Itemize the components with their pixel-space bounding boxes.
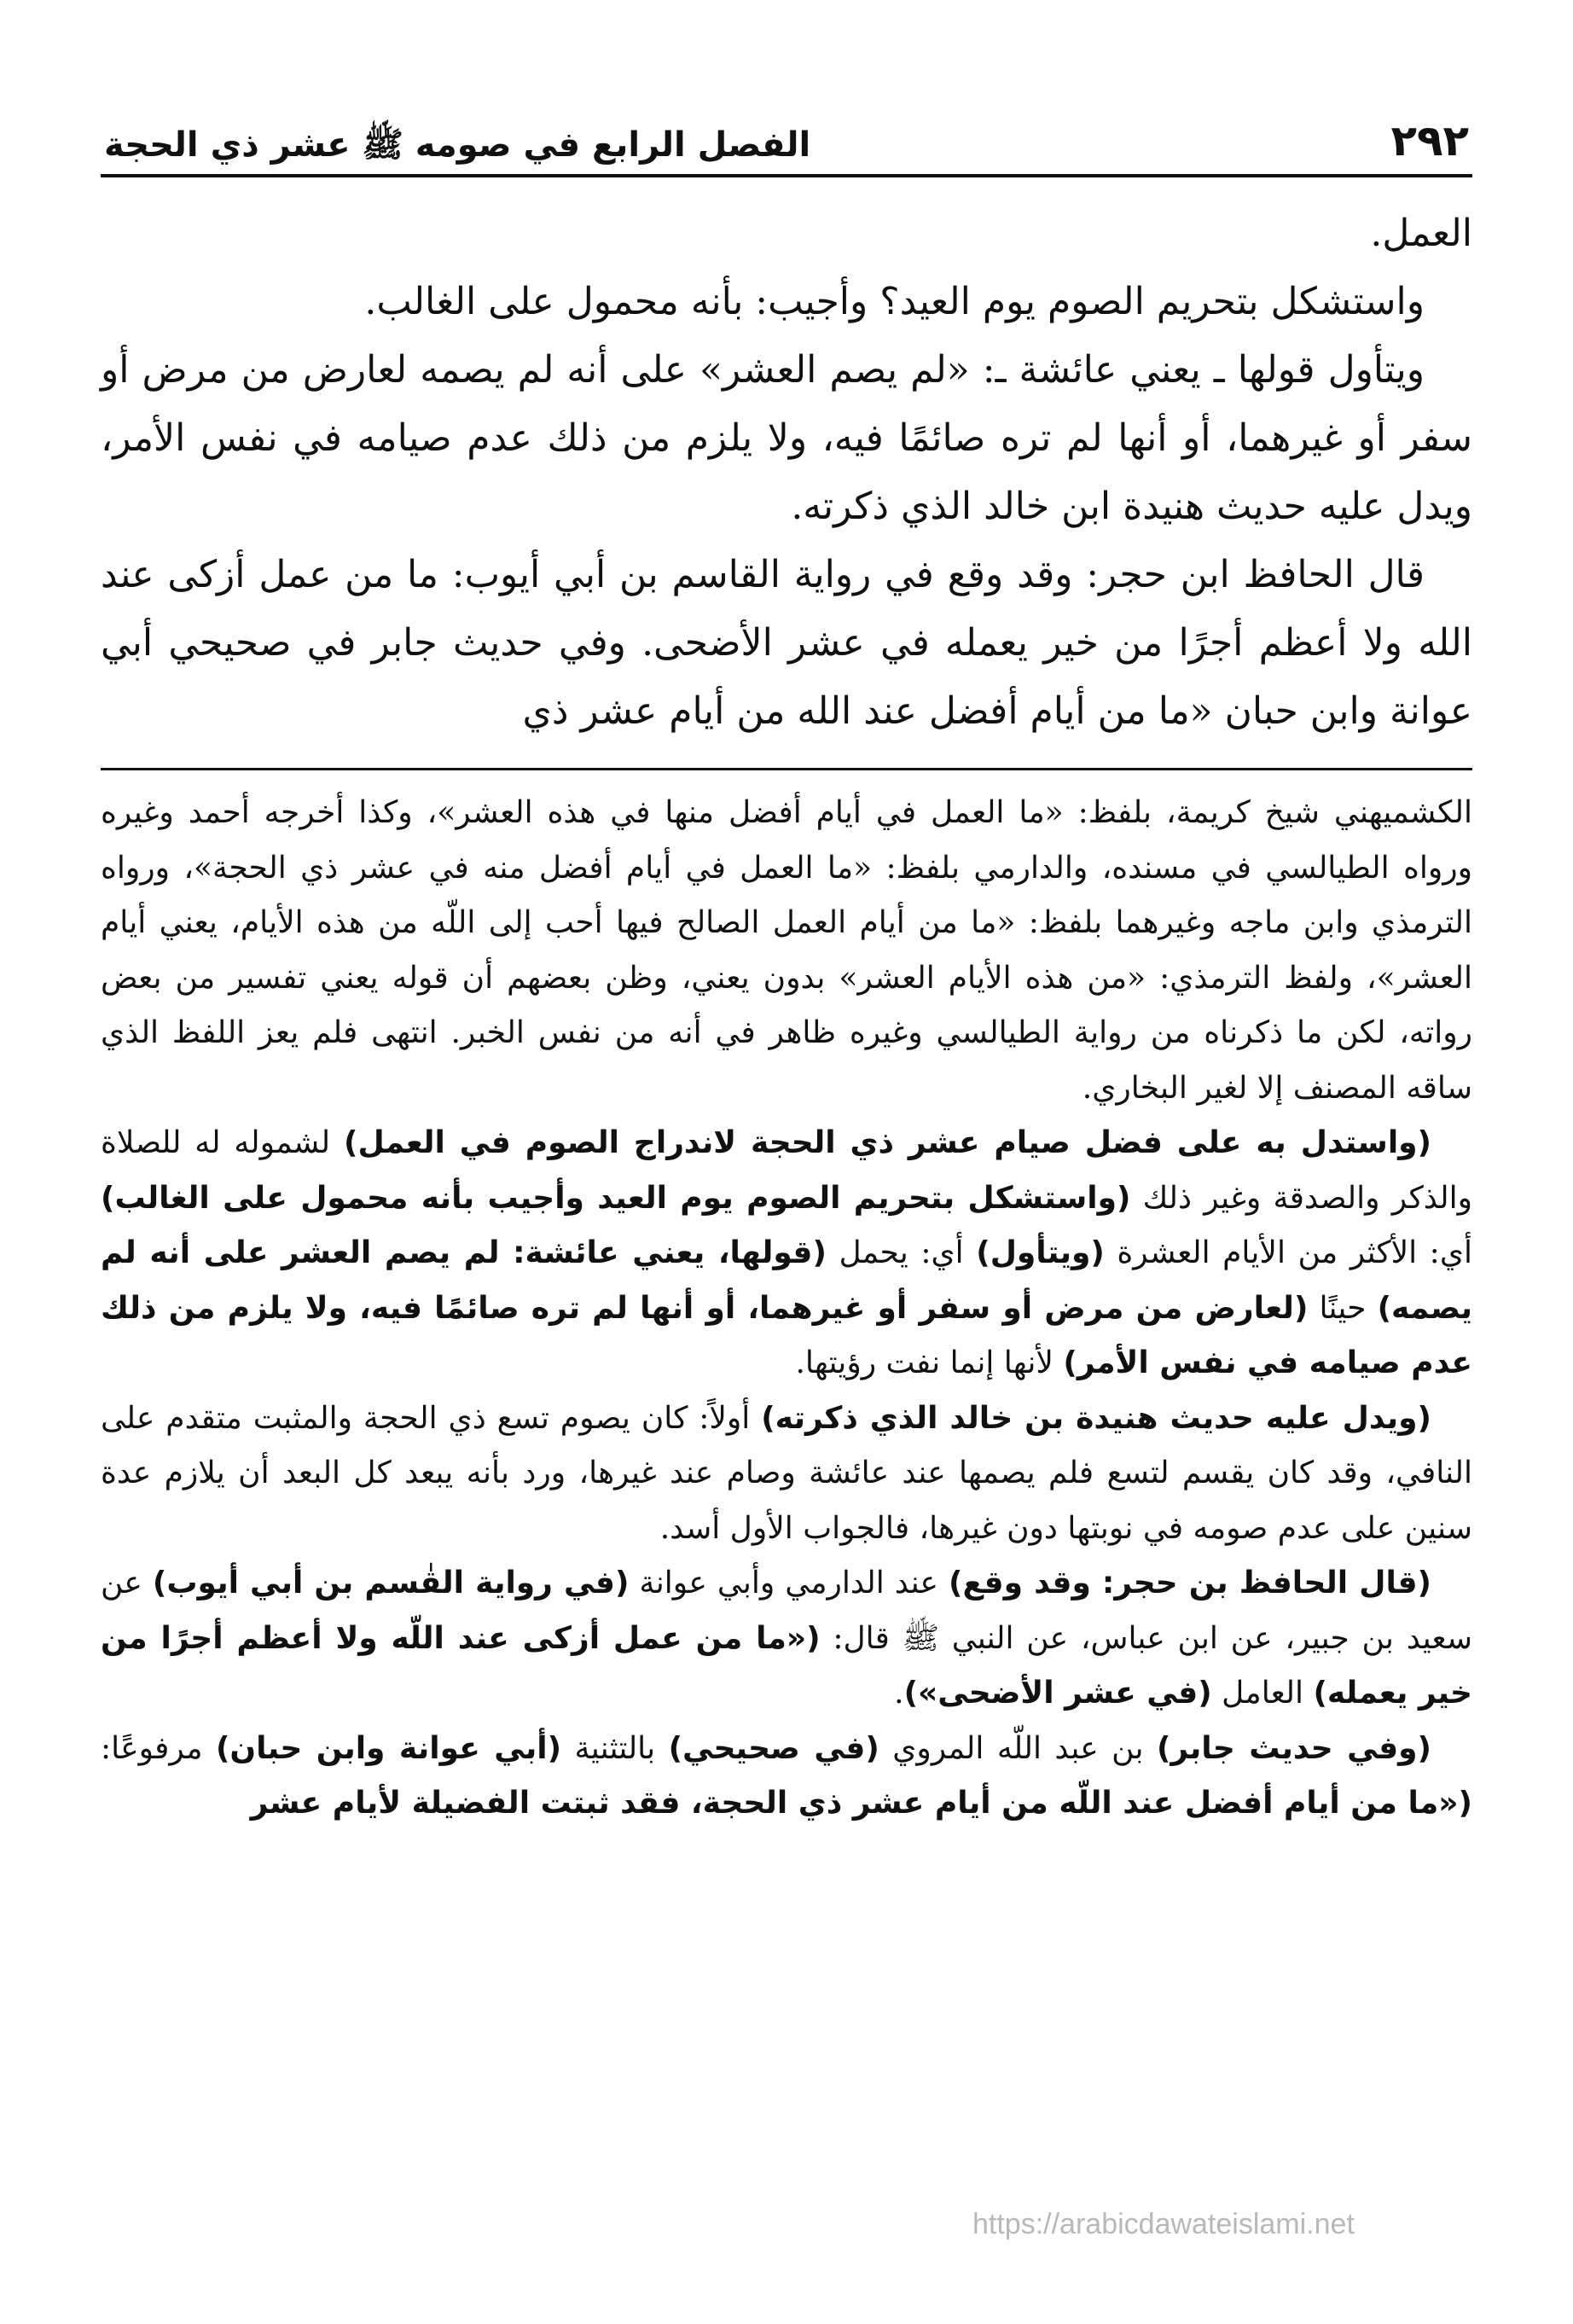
commentary <box>101 786 1472 1832</box>
quoted-matn: (واستدل به على فضل صيام عشر ذي الحجة لاندراج الصوم في العمل) <box>343 1125 1432 1160</box>
header-rule <box>101 174 1472 177</box>
quoted-matn: (قولها، يعني عائشة: لم يصم العشر على أنه لم يصمه) <box>101 1235 1472 1326</box>
commentary-paragraph: الكشميهني شيخ كريمة، بلفظ: «ما العمل في أيام أفضل منها في هذه العشر»، وكذا أخرجه أحمد وغيره ورواه الطيالسي في مسنده، والدارمي بلفظ: «ما العمل في أيام أفضل منه في عشر ذي الحجة»، ورواه الترمذي وابن ماجه وغيرهما بلفظ: «ما من أيام العمل الصالح فيها أحب إلى اللّه من هذه الأيام، يعني أيام العشر»، ولفظ الترمذي: «من هذه الأيام العشر» بدون يعني، وظن بعضهم أن قوله يعني تفسير من بعض رواته، لكن ما ذكرناه من رواية الطيالسي وغيره ظاهر في أنه من نفس الخبر. انتهى فلم يعز اللفظ الذي ساقه المصنف إلا لغير البخاري. <box>101 795 1472 1106</box>
book-page <box>101 101 1472 2319</box>
page-header <box>101 101 1472 174</box>
quoted-matn: (في عشر الأضحى») <box>903 1676 1212 1711</box>
main-text <box>101 200 1472 746</box>
quoted-matn: (ويدل عليه حديث هنيدة بن خالد الذي ذكرته) <box>761 1400 1431 1436</box>
commentary-paragraph: (قال الحافظ بن حجر: وقد وقع) عند الدارمي وأبي عوانة (في رواية القٰسم بن أبي أيوب) عن سعيد بن جبير، عن ابن عباس، عن النبي ﷺ قال: («ما من عمل أزكى عند اللّه ولا أعظم أجرًا من خير يعمله) العامل (في عشر الأضحى»). <box>101 1566 1472 1711</box>
quoted-matn: (في رواية القٰسم بن أبي أيوب) <box>152 1566 630 1601</box>
footnote-rule <box>101 768 1472 770</box>
commentary-paragraph: (واستدل به على فضل صيام عشر ذي الحجة لاندراج الصوم في العمل) لشموله له للصلاة والذكر والصدقة وغير ذلك (واستشكل بتحريم الصوم يوم العيد وأجيب بأنه محمول على الغالب) أي: الأكثر من الأيام العشرة (ويتأول) أي: يحمل (قولها، يعني عائشة: لم يصم العشر على أنه لم يصمه) حينًا (لعارض من مرض أو سفر أو غيرهما، أو أنها لم تره صائمًا فيه، ولا يلزم من ذلك عدم صيامه في نفس الأمر) لأنها إنما نفت رؤيتها. <box>101 1125 1472 1380</box>
main-paragraph: قال الحافظ ابن حجر: وقد وقع في رواية القاسم بن أبي أيوب: ما من عمل أزكى عند الله ولا أعظم أجرًا من خير يعمله في عشر الأضحى. وفي حديث جابر في صحيحي أبي عوانة وابن حبان «ما من أيام أفضل عند الله من أيام عشر ذي <box>101 553 1472 733</box>
watermark-url: https://arabicdawateislami.net <box>972 2208 1355 2240</box>
main-paragraph: ويتأول قولها ـ يعني عائشة ـ: «لم يصم العشر» على أنه لم يصمه لعارض من مرض أو سفر أو غيرهما، أو أنها لم تره صائمًا فيه، ولا يلزم من ذلك عدم صيامه في نفس الأمر، ويدل عليه حديث هنيدة ابن خالد الذي ذكرته. <box>101 348 1472 528</box>
main-paragraph: واستشكل بتحريم الصوم يوم العيد؟ وأجيب: بأنه محمول على الغالب. <box>364 280 1425 323</box>
quoted-matn: (قال الحافظ بن حجر: وقد وقع) <box>949 1566 1431 1601</box>
quoted-matn: («ما من أيام أفضل عند اللّه من أيام عشر ذي الحجة، فقد ثبتت الفضيلة لأيام عشر <box>250 1786 1472 1821</box>
page-number: ٢٩٢ <box>1390 116 1469 166</box>
running-title: الفصل الرابع في صومه ﷺ عشر ذي الحجة <box>104 125 811 165</box>
main-paragraph: العمل. <box>1370 212 1472 255</box>
quoted-matn: (في صحيحي) <box>668 1730 879 1766</box>
quoted-matn: (وفي حديث جابر) <box>1156 1730 1431 1766</box>
commentary-paragraph: (ويدل عليه حديث هنيدة بن خالد الذي ذكرته) أولاً: كان يصوم تسع ذي الحجة والمثبت متقدم على النافي، وقد كان يقسم لتسع فلم يصمها عند عائشة وصام عند غيرها، ورد بأنه يبعد كل البعد أن يلازم عدة سنين على عدم صومه في نوبتها دون غيرها، فالجواب الأول أسد. <box>101 1400 1472 1546</box>
quoted-matn: (ويتأول) <box>976 1235 1105 1270</box>
quoted-matn: (واستشكل بتحريم الصوم يوم العيد وأجيب بأنه محمول على الغالب) <box>101 1180 1131 1216</box>
quoted-matn: (لعارض من مرض أو سفر أو غيرهما، أو أنها لم تره صائمًا فيه، ولا يلزم من ذلك عدم صيامه في نفس الأمر) <box>101 1290 1472 1380</box>
commentary-paragraph: (وفي حديث جابر) بن عبد اللّه المروي (في صحيحي) بالتثنية (أبي عوانة وابن حبان) مرفوعًا: («ما من أيام أفضل عند اللّه من أيام عشر ذي الحجة، فقد ثبتت الفضيلة لأيام عشر <box>101 1730 1472 1821</box>
quoted-matn: («ما من عمل أزكى عند اللّه ولا أعظم أجرًا من خير يعمله) <box>101 1620 1472 1711</box>
quoted-matn: (أبي عوانة وابن حبان) <box>215 1730 562 1766</box>
